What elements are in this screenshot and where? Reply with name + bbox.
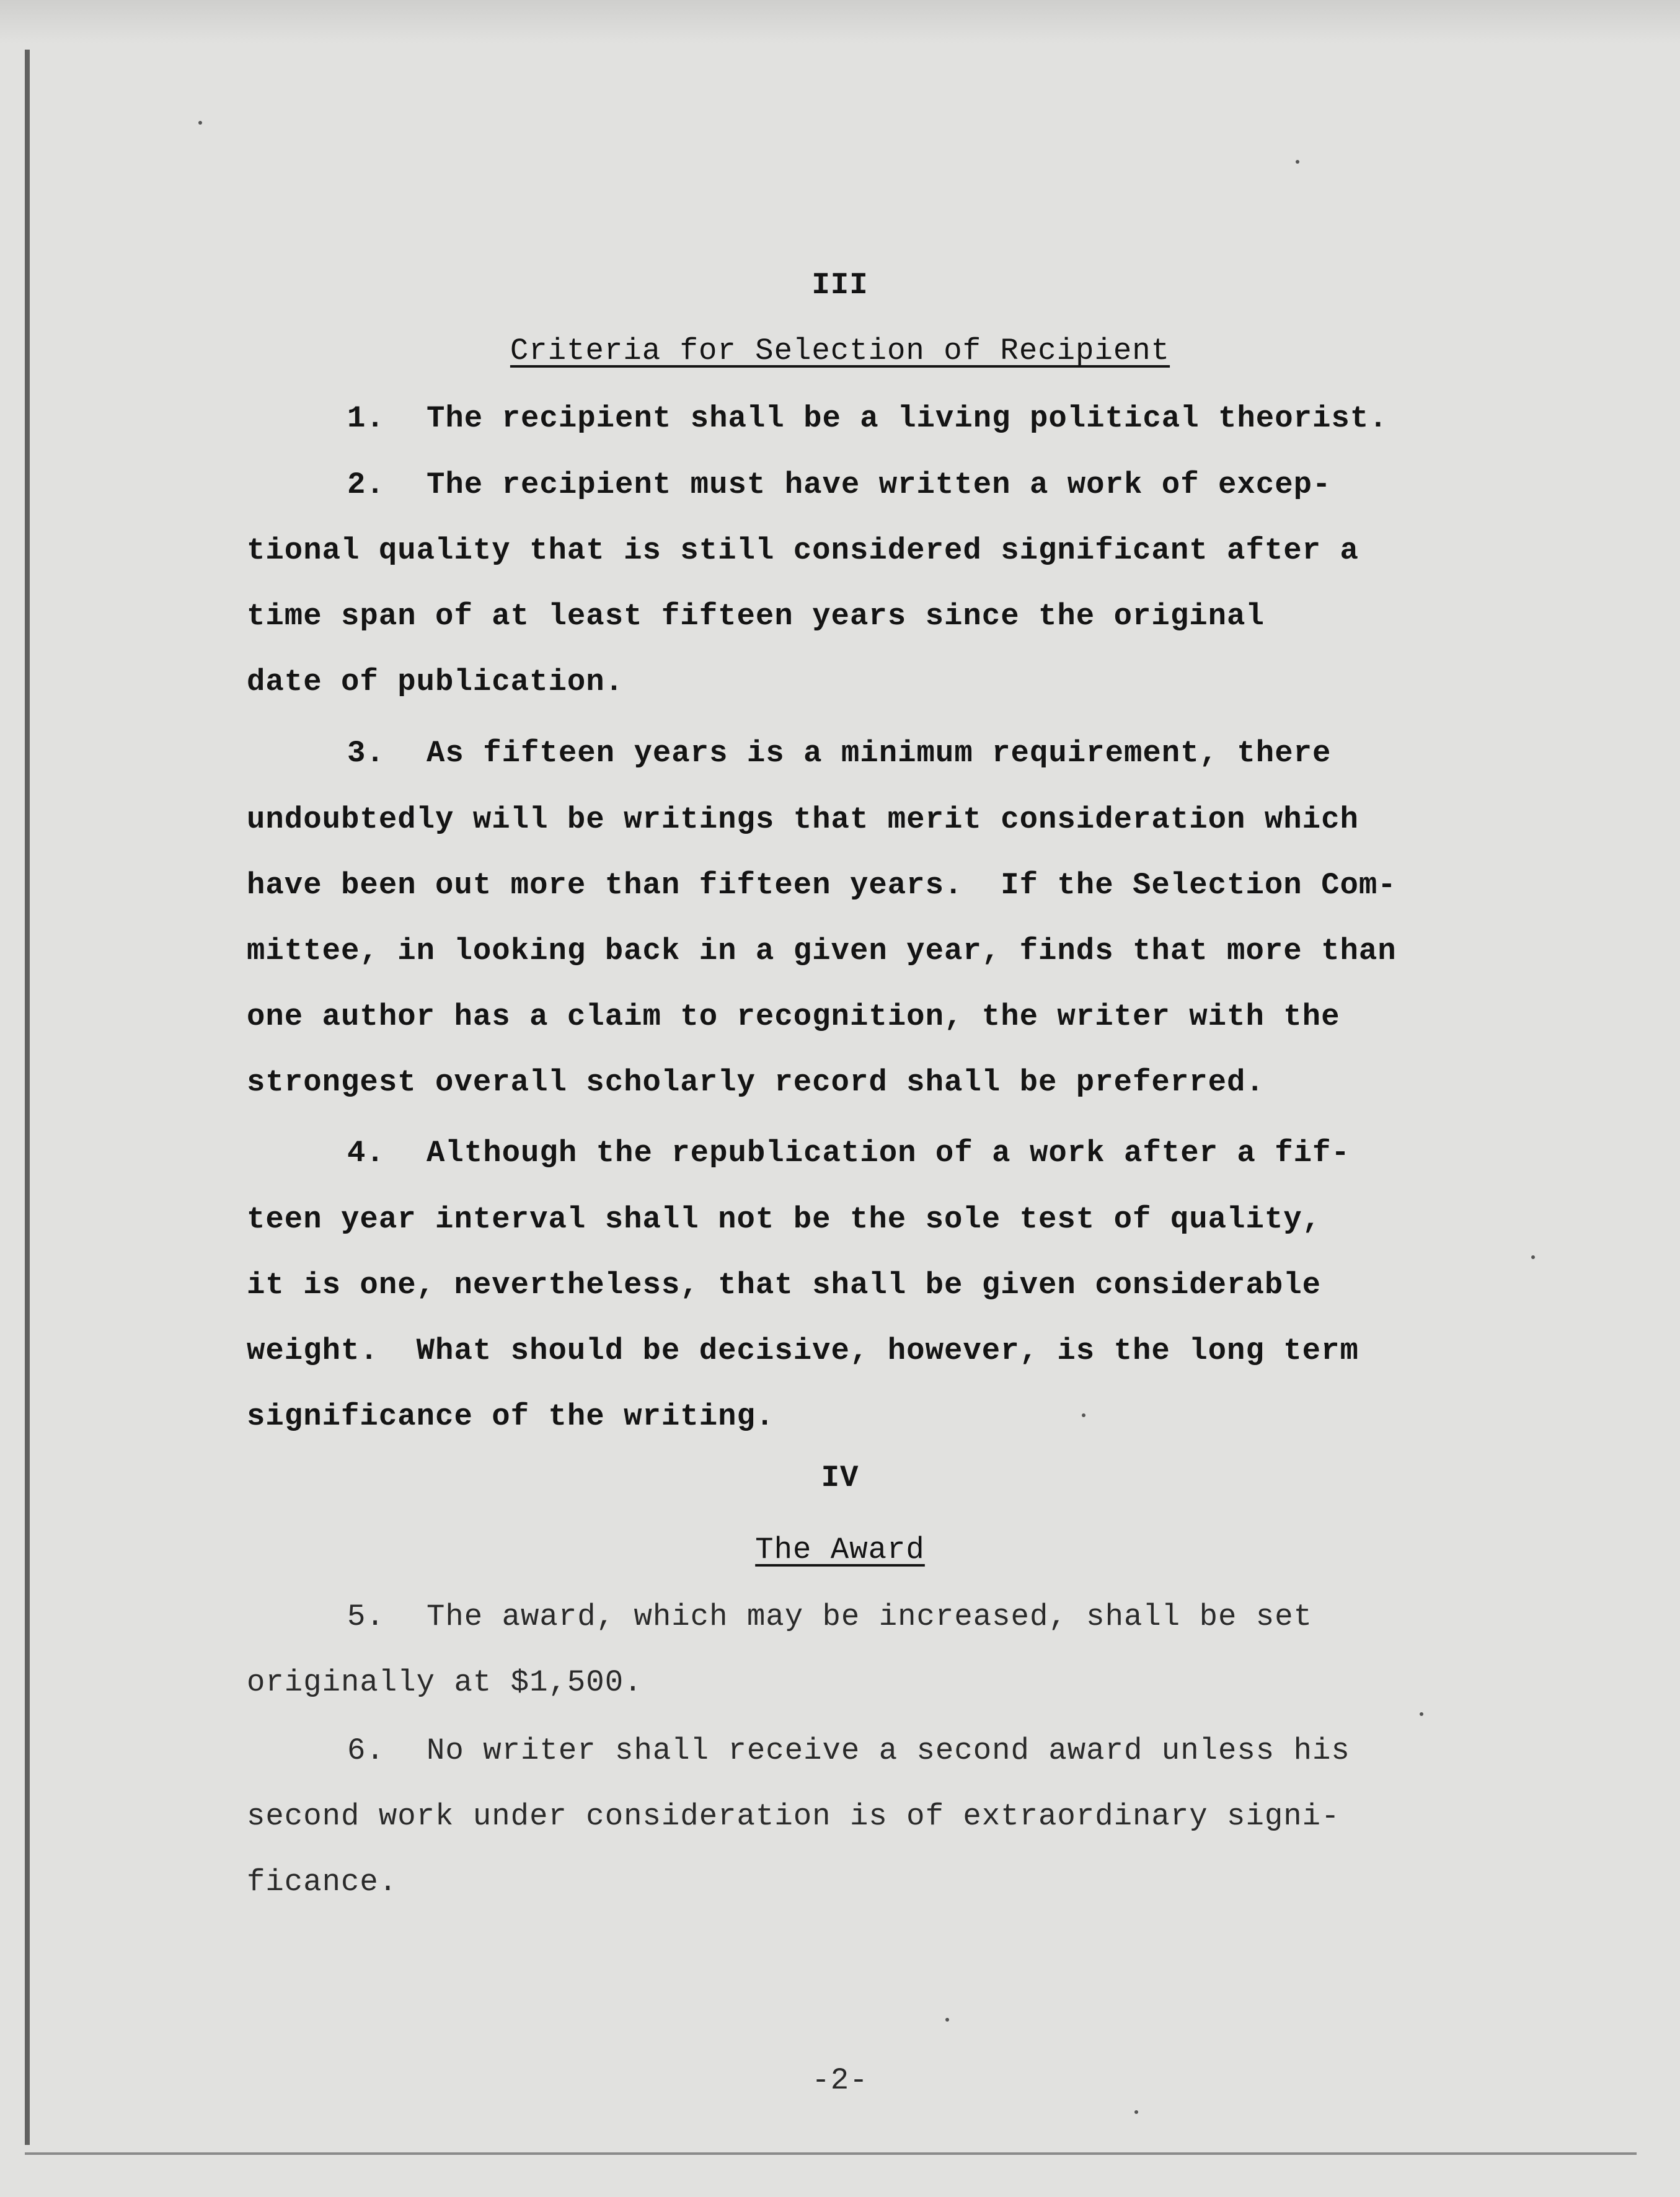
item-4-number: 4. (347, 1136, 385, 1170)
scan-speck (1420, 1712, 1423, 1716)
item-3-line-4: mittee, in looking back in a given year, finds that more than (247, 934, 1397, 968)
item-2-number: 2. (347, 467, 385, 502)
item-3-line-6: strongest overall scholarly record shall be preferred. (247, 1065, 1265, 1100)
item-2-line-2: tional quality that is still considered significant after a (247, 533, 1359, 568)
section-3-title (0, 332, 1680, 369)
scan-speck (1134, 2110, 1138, 2114)
item-4-line-5: significance of the writing. (247, 1399, 775, 1434)
item-1-line-1: 1. The recipient shall be a living political theorist. (347, 401, 1388, 436)
scan-speck (1531, 1255, 1535, 1259)
scan-speck (945, 2018, 949, 2022)
item-6-line-2: second work under consideration is of extraordinary signi- (247, 1799, 1340, 1834)
item-5-line-2: originally at $1,500. (247, 1665, 643, 1700)
item-6-line-1: 6. No writer shall receive a second award unless his (347, 1733, 1350, 1768)
section-3-numeral: III (811, 268, 869, 303)
scan-speck (1082, 1413, 1085, 1417)
scan-bottom-edge (25, 2152, 1637, 2155)
item-6-number: 6. (347, 1733, 385, 1768)
item-3-line-3: have been out more than fifteen years. If the Selection Com- (247, 868, 1397, 903)
item-4-line-1: 4. Although the republication of a work after a fif- (347, 1136, 1350, 1170)
item-3-number: 3. (347, 736, 385, 771)
section-4-numeral: IV (821, 1461, 859, 1495)
scan-speck (198, 121, 202, 125)
item-2-line-4: date of publication. (247, 665, 624, 699)
item-6-line-3: ficance. (247, 1865, 398, 1899)
item-3-line-2: undoubtedly will be writings that merit consideration which (247, 802, 1359, 837)
section-4-title-text: The Award (755, 1532, 925, 1567)
item-2-line-3: time span of at least fifteen years since the original (247, 599, 1265, 634)
item-3-line-5: one author has a claim to recognition, the writer with the (247, 999, 1340, 1034)
item-4-line-4: weight. What should be decisive, however, is the long term (247, 1333, 1359, 1368)
item-1-number: 1. (347, 401, 385, 436)
item-5-number: 5. (347, 1599, 385, 1634)
item-4-line-2: teen year interval shall not be the sole test of quality, (247, 1202, 1322, 1237)
item-3-line-1: 3. As fifteen years is a minimum requirement, there (347, 736, 1332, 771)
item-2-line-1: 2. The recipient must have written a work of excep- (347, 467, 1332, 502)
scan-speck (1296, 160, 1299, 164)
scan-top-edge (0, 0, 1680, 43)
section-4-title (0, 1531, 1680, 1568)
item-4-line-3: it is one, nevertheless, that shall be given considerable (247, 1268, 1322, 1302)
page-number: -2- (811, 2063, 869, 2098)
section-3-title-text: Criteria for Selection of Recipient (510, 334, 1170, 368)
item-5-line-1: 5. The award, which may be increased, shall be set (347, 1599, 1313, 1634)
